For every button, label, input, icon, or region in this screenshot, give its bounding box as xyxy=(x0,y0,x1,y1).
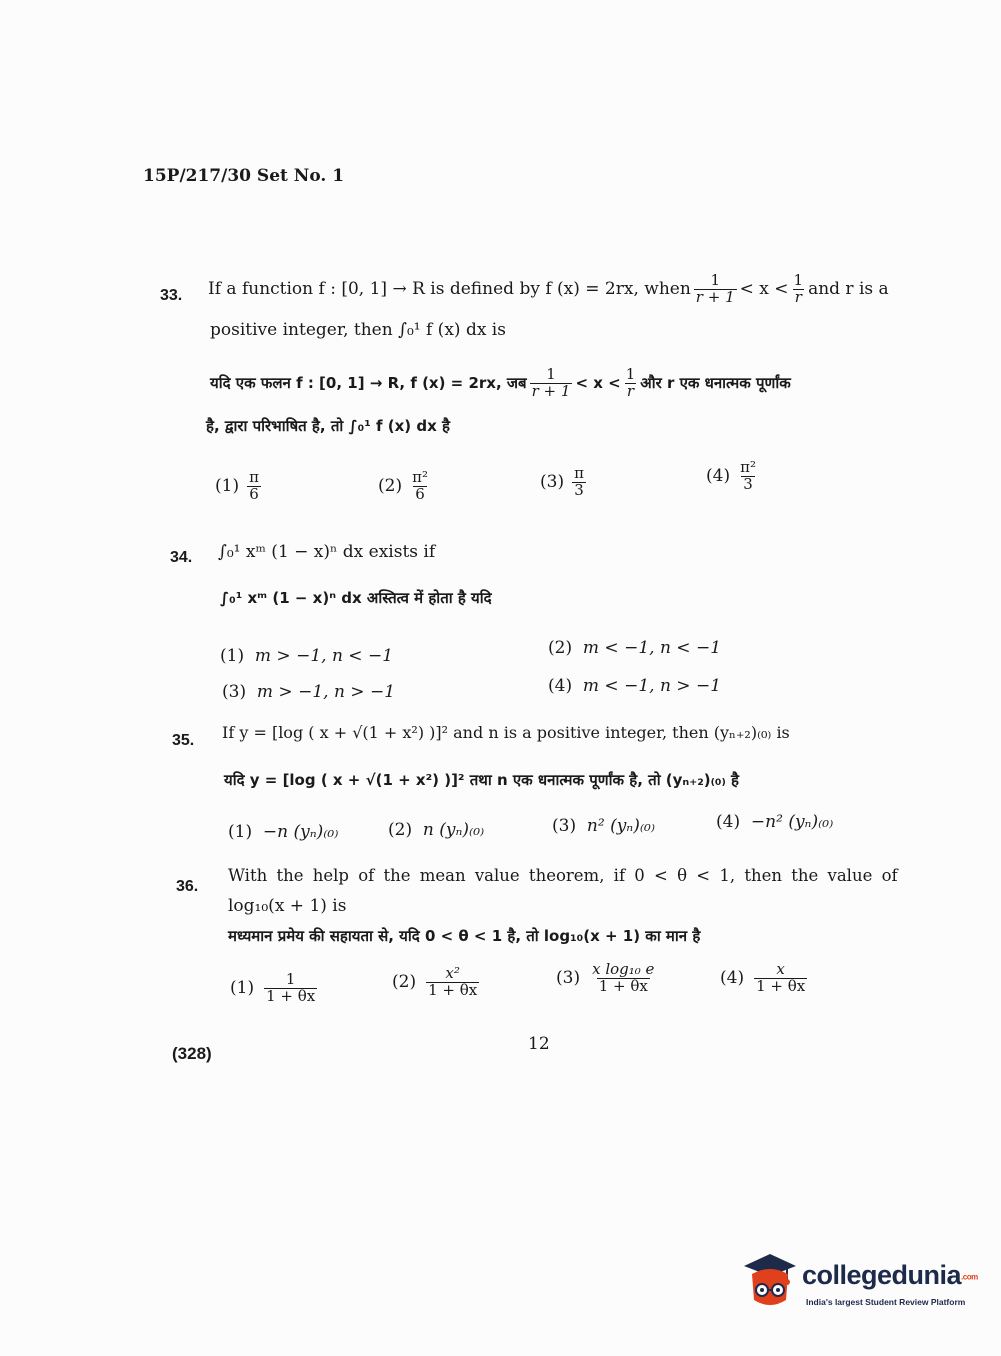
q33-hindi-line2: है, द्वारा परिभाषित है, तो ∫₀¹ f (x) dx है xyxy=(206,417,450,435)
q35-english: If y = [log ( x + √(1 + x²) )]² and n is a positive integer, then (yₙ₊₂)₍₀₎ is xyxy=(222,723,790,742)
question-number: 36. xyxy=(176,878,199,895)
q34-option-2[interactable]: (2) m < −1, n < −1 xyxy=(548,638,722,658)
q36-option-4[interactable]: (4) $\frac{x}{1 + \theta x}$ xyxy=(720,960,806,995)
logo-tagline: India's largest Student Review Platform xyxy=(806,1297,966,1307)
q34-english: ∫₀¹ xᵐ (1 − x)ⁿ dx exists if xyxy=(218,542,436,562)
q33-option-2[interactable]: (2) $\frac{\text{π²}}{6}$ xyxy=(378,468,428,503)
q36-hindi: मध्यमान प्रमेय की सहायता से, यदि 0 < θ < 1 है, तो log₁₀(x + 1) का मान है xyxy=(228,927,701,945)
q36-option-2[interactable]: (2) $\frac{\text{x²}}{1 + \theta x}$ xyxy=(392,964,478,999)
q33-option-4[interactable]: (4) $\frac{\text{π²}}{3}$ xyxy=(706,458,756,493)
q33-option-3[interactable]: (3) $\frac{\pi}{3}$ xyxy=(540,464,584,499)
q34-option-1[interactable]: (1) m > −1, n < −1 xyxy=(220,646,394,666)
q33-hindi-line1: यदि एक फलन f : [0, 1] → R, f (x) = 2rx, जब $\frac{1}{r + 1}$ < x < $\frac{1}{r}$ और r एक धनात्मक पूर्णांक xyxy=(210,364,791,400)
fraction: $\frac{1}{r}$ xyxy=(793,270,804,306)
q35-option-1[interactable]: (1) −n (yₙ)₍₀₎ xyxy=(228,822,339,842)
paper-code: (328) xyxy=(172,1044,212,1063)
set-code: 15P/217/30 Set No. 1 xyxy=(143,166,345,186)
question-number: 35. xyxy=(172,732,195,749)
logo-wordmark: collegedunia.com xyxy=(802,1260,978,1290)
q35-hindi: यदि y = [log ( x + √(1 + x²) )]² तथा n एक धनात्मक पूर्णांक है, तो (yₙ₊₂)₍₀₎ है xyxy=(224,771,740,789)
fraction: $\frac{1}{r}$ xyxy=(625,364,636,400)
question-number: 33. xyxy=(160,287,183,304)
q33-english-line1: If a function f : [0, 1] → R is defined by f (x) = 2rx, when $\frac{1}{r + 1}$ < x < $\frac{1}{r}$ and r is a xyxy=(208,270,889,306)
q35-option-2[interactable]: (2) n (yₙ)₍₀₎ xyxy=(388,820,485,840)
q34-option-3[interactable]: (3) m > −1, n > −1 xyxy=(222,682,396,702)
fraction: $\frac{1}{r + 1}$ xyxy=(695,270,735,306)
q36-english-line2: log₁₀(x + 1) is xyxy=(228,896,347,916)
question-number: 34. xyxy=(170,549,193,566)
page-number: 12 xyxy=(528,1034,550,1054)
q36-option-1[interactable]: (1) $\frac{1}{1 + \theta x}$ xyxy=(230,970,316,1005)
q33-option-1[interactable]: (1) $\frac{\pi}{6}$ xyxy=(215,468,259,503)
fraction: $\frac{1}{r + 1}$ xyxy=(531,364,571,400)
q35-option-3[interactable]: (3) n² (yₙ)₍₀₎ xyxy=(552,816,655,836)
collegedunia-mascot-icon xyxy=(740,1250,800,1310)
q35-option-4[interactable]: (4) −n² (yₙ)₍₀₎ xyxy=(716,812,834,832)
q33-english-line2: positive integer, then ∫₀¹ f (x) dx is xyxy=(210,320,506,340)
q34-option-4[interactable]: (4) m < −1, n > −1 xyxy=(548,676,722,696)
q34-hindi: ∫₀¹ xᵐ (1 − x)ⁿ dx अस्तित्व में होता है यदि xyxy=(220,589,492,607)
q36-option-3[interactable]: (3) $\frac{\text{x log₁₀ e}}{1 + \theta x}$ xyxy=(556,960,655,995)
q36-english-line1: With the help of the mean value theorem, if 0 < θ < 1, then the value of xyxy=(228,866,898,885)
